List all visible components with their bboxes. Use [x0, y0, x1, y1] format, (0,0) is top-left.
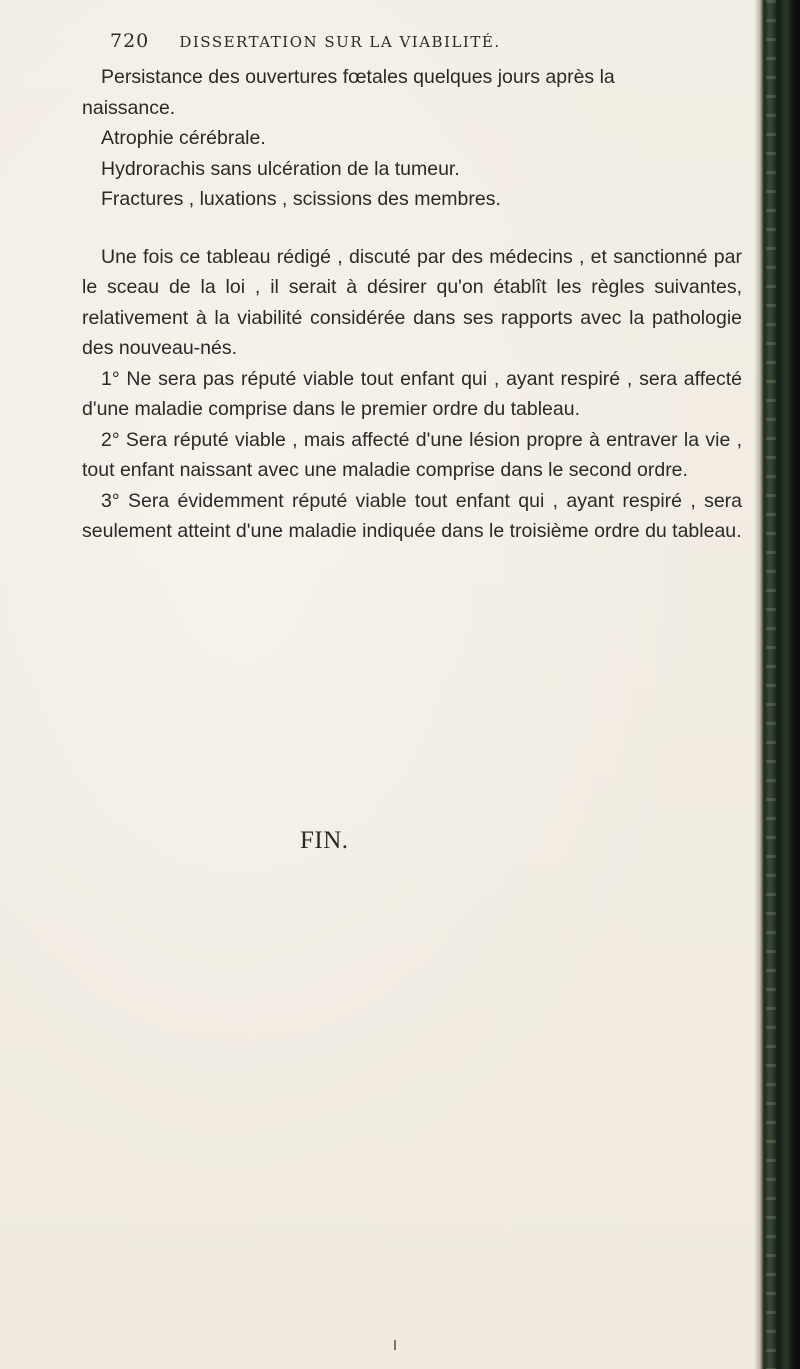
paragraph-rule-1: 1° Ne sera pas réputé viable tout enfant qui , ayant respiré , sera affecté d'une maladie comprise dans le premier ordre du tableau.: [82, 367, 742, 420]
page-number: 720: [110, 30, 150, 52]
paragraph-intro: Une fois ce tableau rédigé , discuté par des médecins , et sanctionné par le sceau de la loi , il serait à désirer qu'on établît les règles suivantes, relativement à la viabilité considérée dans ses rapports avec la pathologie des nouveau-nés.: [82, 245, 742, 359]
list-line: Fractures , luxations , scissions des membres.: [101, 188, 501, 210]
book-binding-edge: [754, 0, 800, 1369]
list-line: naissance.: [82, 96, 176, 119]
ink-mark: [394, 1340, 396, 1350]
paragraph-rule-3: 3° Sera évidemment réputé viable tout enfant qui , ayant respiré , sera seulement atteint d'une maladie indiquée dans le troisième ordre du tableau.: [82, 489, 742, 542]
list-line: Hydrorachis sans ulcération de la tumeur.: [101, 157, 460, 180]
paragraph-gap: [82, 215, 742, 242]
list-line: Atrophie cérébrale.: [101, 127, 266, 149]
body-text: [82, 62, 742, 547]
end-mark: FIN.: [300, 827, 349, 854]
paragraph-rule-2: 2° Sera réputé viable , mais affecté d'une lésion propre à entraver la vie , tout enfant naissant avec une maladie comprise dans le second ordre.: [82, 428, 742, 481]
running-title: DISSERTATION SUR LA VIABILITÉ.: [179, 33, 501, 51]
running-header: [110, 30, 710, 52]
list-line: Persistance des ouvertures fœtales quelques jours après la: [101, 66, 615, 88]
